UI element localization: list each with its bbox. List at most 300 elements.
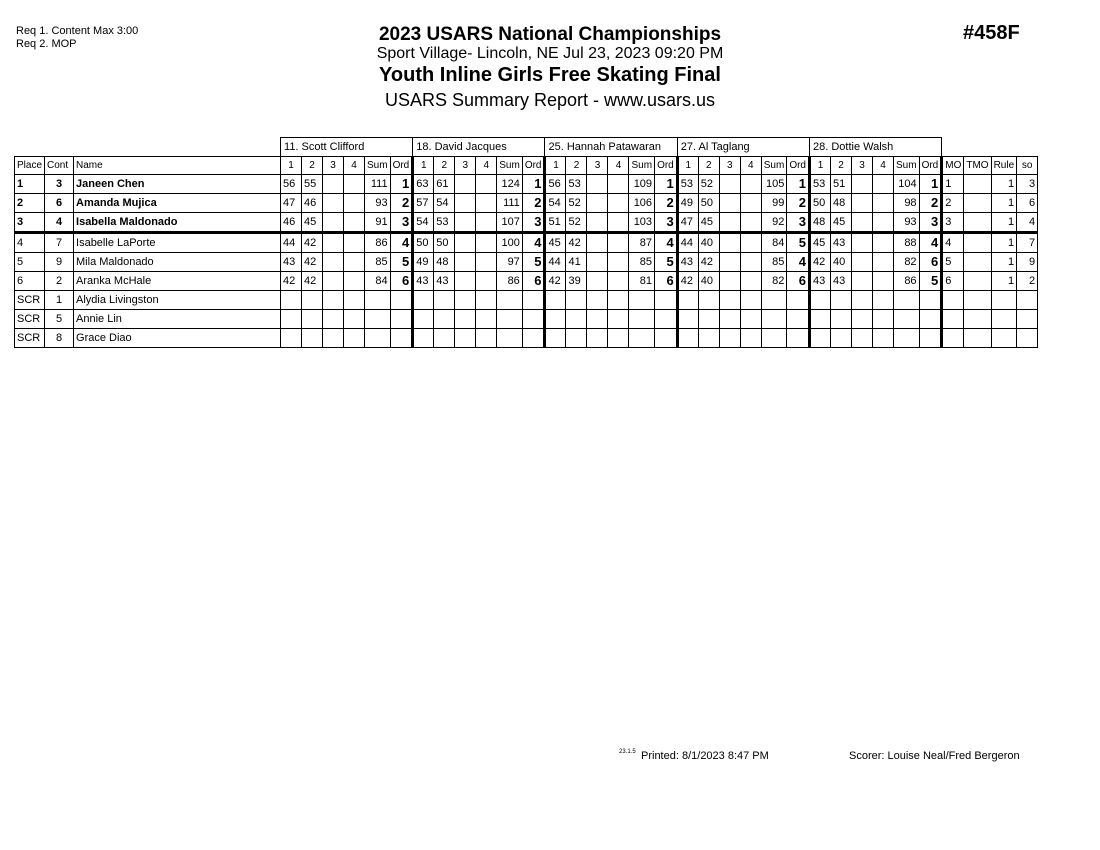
judge-score xyxy=(608,232,629,252)
col-judge-ord: Ord xyxy=(522,156,545,174)
judge-sum: 85 xyxy=(761,252,787,271)
judge-ordinal xyxy=(919,290,942,309)
judge-ordinal: 2 xyxy=(919,193,942,212)
judge-name: 25. Hannah Patawaran xyxy=(545,138,677,157)
judge-score xyxy=(413,290,434,309)
judge-score: 46 xyxy=(302,193,323,212)
col-judge-3: 3 xyxy=(323,156,344,174)
column-header-row xyxy=(15,156,1038,174)
judge-score xyxy=(677,290,698,309)
judge-score xyxy=(587,328,608,347)
place-cell: SCR xyxy=(15,309,45,328)
judge-sum xyxy=(629,290,655,309)
col-judge-2: 2 xyxy=(831,156,852,174)
judge-score: 48 xyxy=(434,252,455,271)
majority-ordinal: 1 xyxy=(942,174,964,193)
judge-score: 45 xyxy=(810,232,831,252)
place-cell: SCR xyxy=(15,290,45,309)
rule-cell xyxy=(991,290,1017,309)
col-judge-3: 3 xyxy=(455,156,476,174)
skater-name: Mila Maldonado xyxy=(74,252,281,271)
judge-score xyxy=(302,290,323,309)
total-majority-ordinal xyxy=(964,212,991,232)
judge-sum: 85 xyxy=(365,252,391,271)
col-judge-ord: Ord xyxy=(390,156,413,174)
judge-ordinal: 3 xyxy=(787,212,810,232)
judge-score xyxy=(719,174,740,193)
judge-score xyxy=(476,212,497,232)
judge-header-row xyxy=(15,138,1038,157)
judge-score xyxy=(323,193,344,212)
judge-score xyxy=(344,174,365,193)
judge-score xyxy=(677,328,698,347)
judge-score xyxy=(873,252,894,271)
judge-score xyxy=(587,290,608,309)
skater-name: Grace Diao xyxy=(74,328,281,347)
table-row xyxy=(15,309,1038,328)
judge-score xyxy=(476,232,497,252)
so-cell: 9 xyxy=(1017,252,1038,271)
printed-timestamp: Printed: 8/1/2023 8:47 PM xyxy=(641,750,769,762)
judge-score: 44 xyxy=(545,252,566,271)
judge-score: 41 xyxy=(566,252,587,271)
judge-score xyxy=(344,232,365,252)
event-number: #458F xyxy=(963,22,1020,44)
judge-ordinal: 5 xyxy=(390,252,413,271)
judge-score xyxy=(810,328,831,347)
col-judge-4: 4 xyxy=(476,156,497,174)
judge-score: 43 xyxy=(810,271,831,290)
col-rule: Rule xyxy=(991,156,1017,174)
table-row xyxy=(15,174,1038,193)
judge-sum: 86 xyxy=(894,271,920,290)
judge-ordinal: 3 xyxy=(655,212,678,232)
place-cell: SCR xyxy=(15,328,45,347)
table-row xyxy=(15,212,1038,232)
judge-score xyxy=(302,328,323,347)
judge-score: 45 xyxy=(302,212,323,232)
results-table xyxy=(14,137,1038,348)
judge-score: 43 xyxy=(434,271,455,290)
judge-sum xyxy=(497,309,523,328)
judge-sum xyxy=(365,290,391,309)
judge-sum: 91 xyxy=(365,212,391,232)
judge-ordinal: 2 xyxy=(522,193,545,212)
table-row xyxy=(15,193,1038,212)
judge-score xyxy=(455,193,476,212)
judge-score: 42 xyxy=(302,271,323,290)
majority-ordinal: 6 xyxy=(942,271,964,290)
so-cell: 2 xyxy=(1017,271,1038,290)
judge-ordinal xyxy=(390,328,413,347)
judge-score xyxy=(566,328,587,347)
judge-score: 53 xyxy=(566,174,587,193)
judge-score xyxy=(413,309,434,328)
rule-cell: 1 xyxy=(991,271,1017,290)
table-row xyxy=(15,271,1038,290)
judge-ordinal: 2 xyxy=(655,193,678,212)
judge-ordinal: 6 xyxy=(919,252,942,271)
judge-ordinal: 1 xyxy=(522,174,545,193)
judge-score xyxy=(344,252,365,271)
contestant-number: 9 xyxy=(45,252,74,271)
contestant-number: 2 xyxy=(45,271,74,290)
judge-score: 42 xyxy=(302,232,323,252)
judge-score: 43 xyxy=(281,252,302,271)
judge-sum: 86 xyxy=(365,232,391,252)
judge-score xyxy=(455,174,476,193)
skater-name: Amanda Mujica xyxy=(74,193,281,212)
judge-score xyxy=(455,212,476,232)
requirement-2: Req 2. MOP xyxy=(16,38,77,50)
judge-ordinal: 1 xyxy=(919,174,942,193)
judge-score: 53 xyxy=(434,212,455,232)
judge-ordinal: 6 xyxy=(787,271,810,290)
judge-sum: 84 xyxy=(365,271,391,290)
championship-title: 2023 USARS National Championships xyxy=(378,24,722,45)
judge-score xyxy=(810,290,831,309)
rule-cell: 1 xyxy=(991,252,1017,271)
judge-sum: 106 xyxy=(629,193,655,212)
place-cell: 3 xyxy=(15,212,45,232)
contestant-number: 6 xyxy=(45,193,74,212)
judge-score xyxy=(476,328,497,347)
place-cell: 6 xyxy=(15,271,45,290)
judge-ordinal xyxy=(522,309,545,328)
total-majority-ordinal xyxy=(964,271,991,290)
judge-score xyxy=(587,309,608,328)
judge-score: 51 xyxy=(831,174,852,193)
judge-score: 50 xyxy=(434,232,455,252)
col-judge-1: 1 xyxy=(810,156,831,174)
judge-score xyxy=(413,328,434,347)
judge-score: 51 xyxy=(545,212,566,232)
col-judge-3: 3 xyxy=(719,156,740,174)
judge-sum: 99 xyxy=(761,193,787,212)
judge-score xyxy=(740,328,761,347)
so-cell: 6 xyxy=(1017,193,1038,212)
place-cell: 1 xyxy=(15,174,45,193)
rule-cell xyxy=(991,328,1017,347)
judge-ordinal: 2 xyxy=(787,193,810,212)
total-majority-ordinal xyxy=(964,174,991,193)
judge-score: 42 xyxy=(281,271,302,290)
judge-score: 52 xyxy=(566,193,587,212)
judge-score xyxy=(719,193,740,212)
judge-score: 56 xyxy=(281,174,302,193)
judge-score xyxy=(455,309,476,328)
judge-score: 49 xyxy=(677,193,698,212)
judge-sum: 92 xyxy=(761,212,787,232)
col-judge-sum: Sum xyxy=(629,156,655,174)
judge-ordinal: 5 xyxy=(919,271,942,290)
judge-ordinal: 3 xyxy=(522,212,545,232)
judge-ordinal: 4 xyxy=(787,252,810,271)
judge-score: 45 xyxy=(698,212,719,232)
judge-ordinal xyxy=(390,309,413,328)
judge-score: 43 xyxy=(831,271,852,290)
judge-score xyxy=(740,309,761,328)
judge-score xyxy=(434,290,455,309)
judge-score xyxy=(323,174,344,193)
judge-sum xyxy=(761,290,787,309)
col-judge-2: 2 xyxy=(302,156,323,174)
judge-score xyxy=(344,328,365,347)
majority-ordinal xyxy=(942,309,964,328)
judge-score: 56 xyxy=(545,174,566,193)
col-judge-ord: Ord xyxy=(655,156,678,174)
judge-sum xyxy=(629,328,655,347)
judge-score xyxy=(608,174,629,193)
judge-score xyxy=(740,252,761,271)
judge-sum: 93 xyxy=(365,193,391,212)
judge-sum: 103 xyxy=(629,212,655,232)
judge-ordinal xyxy=(655,309,678,328)
judge-ordinal: 3 xyxy=(390,212,413,232)
rule-cell: 1 xyxy=(991,232,1017,252)
judge-score: 43 xyxy=(677,252,698,271)
judge-score xyxy=(608,252,629,271)
judge-name: 11. Scott Clifford xyxy=(281,138,413,157)
judge-score: 52 xyxy=(566,212,587,232)
judge-score xyxy=(455,328,476,347)
judge-score xyxy=(455,252,476,271)
judge-score: 50 xyxy=(413,232,434,252)
judge-score xyxy=(831,309,852,328)
total-majority-ordinal xyxy=(964,252,991,271)
software-version: 23.1.5 xyxy=(619,749,636,755)
judge-score xyxy=(455,271,476,290)
judge-sum xyxy=(894,328,920,347)
event-title: Youth Inline Girls Free Skating Final xyxy=(379,64,721,86)
judge-score xyxy=(852,290,873,309)
judge-score xyxy=(719,232,740,252)
judge-score: 42 xyxy=(698,252,719,271)
judge-sum: 98 xyxy=(894,193,920,212)
judge-score: 39 xyxy=(566,271,587,290)
judge-sum: 85 xyxy=(629,252,655,271)
judge-score xyxy=(323,232,344,252)
judge-sum: 87 xyxy=(629,232,655,252)
judge-score: 48 xyxy=(810,212,831,232)
judge-score xyxy=(323,290,344,309)
judge-sum: 82 xyxy=(894,252,920,271)
judge-sum: 82 xyxy=(761,271,787,290)
judge-score xyxy=(566,309,587,328)
judge-ordinal: 4 xyxy=(390,232,413,252)
judge-ordinal: 6 xyxy=(522,271,545,290)
contestant-number: 4 xyxy=(45,212,74,232)
judge-score xyxy=(476,174,497,193)
judge-score: 54 xyxy=(434,193,455,212)
judge-sum: 104 xyxy=(894,174,920,193)
judge-sum: 88 xyxy=(894,232,920,252)
judge-ordinal: 3 xyxy=(919,212,942,232)
judge-score xyxy=(281,309,302,328)
skater-name: Isabella Maldonado xyxy=(74,212,281,232)
judge-score xyxy=(344,193,365,212)
judge-score xyxy=(740,212,761,232)
judge-score xyxy=(677,309,698,328)
judge-score: 44 xyxy=(677,232,698,252)
place-cell: 2 xyxy=(15,193,45,212)
judge-ordinal xyxy=(522,290,545,309)
judge-score xyxy=(455,290,476,309)
majority-ordinal: 2 xyxy=(942,193,964,212)
judge-score xyxy=(344,212,365,232)
judge-ordinal: 6 xyxy=(390,271,413,290)
col-so: so xyxy=(1017,156,1038,174)
judge-sum xyxy=(894,309,920,328)
judge-sum: 97 xyxy=(497,252,523,271)
judge-score: 44 xyxy=(281,232,302,252)
judge-score: 45 xyxy=(831,212,852,232)
judge-ordinal: 1 xyxy=(655,174,678,193)
skater-name: Annie Lin xyxy=(74,309,281,328)
judge-sum: 111 xyxy=(365,174,391,193)
judge-score xyxy=(608,328,629,347)
total-majority-ordinal xyxy=(964,328,991,347)
judge-sum: 100 xyxy=(497,232,523,252)
contestant-number: 7 xyxy=(45,232,74,252)
judge-ordinal xyxy=(787,290,810,309)
judge-name: 27. Al Taglang xyxy=(677,138,809,157)
judge-score xyxy=(740,193,761,212)
judge-ordinal: 1 xyxy=(390,174,413,193)
col-judge-sum: Sum xyxy=(497,156,523,174)
judge-score xyxy=(698,328,719,347)
judge-score xyxy=(852,174,873,193)
judge-score xyxy=(719,212,740,232)
judge-score xyxy=(852,252,873,271)
judge-score: 48 xyxy=(831,193,852,212)
judge-sum: 105 xyxy=(761,174,787,193)
col-judge-4: 4 xyxy=(608,156,629,174)
col-mo: MO xyxy=(942,156,964,174)
majority-ordinal: 4 xyxy=(942,232,964,252)
judge-score: 54 xyxy=(413,212,434,232)
contestant-number: 1 xyxy=(45,290,74,309)
judge-ordinal xyxy=(655,328,678,347)
judge-ordinal: 4 xyxy=(919,232,942,252)
col-judge-2: 2 xyxy=(434,156,455,174)
judge-sum xyxy=(761,328,787,347)
judge-score xyxy=(608,290,629,309)
judge-ordinal xyxy=(522,328,545,347)
judge-score xyxy=(281,328,302,347)
total-majority-ordinal xyxy=(964,309,991,328)
judge-score xyxy=(740,271,761,290)
judge-score xyxy=(587,271,608,290)
judge-score xyxy=(873,290,894,309)
judge-score xyxy=(852,193,873,212)
judge-sum xyxy=(365,328,391,347)
judge-header-spacer xyxy=(15,138,281,157)
judge-score xyxy=(852,271,873,290)
judge-sum xyxy=(497,328,523,347)
judge-score xyxy=(810,309,831,328)
total-majority-ordinal xyxy=(964,232,991,252)
judge-score xyxy=(545,290,566,309)
judge-score xyxy=(323,328,344,347)
requirement-1: Req 1. Content Max 3:00 xyxy=(16,25,139,37)
judge-score xyxy=(344,309,365,328)
judge-sum xyxy=(497,290,523,309)
judge-score: 40 xyxy=(698,271,719,290)
majority-ordinal: 3 xyxy=(942,212,964,232)
majority-ordinal xyxy=(942,290,964,309)
judge-sum: 86 xyxy=(497,271,523,290)
judge-score xyxy=(852,328,873,347)
judge-score: 46 xyxy=(281,212,302,232)
judge-score: 63 xyxy=(413,174,434,193)
judge-score xyxy=(323,212,344,232)
col-judge-sum: Sum xyxy=(761,156,787,174)
so-cell: 4 xyxy=(1017,212,1038,232)
rule-cell: 1 xyxy=(991,193,1017,212)
rule-cell: 1 xyxy=(991,212,1017,232)
judge-score xyxy=(587,252,608,271)
judge-sum: 93 xyxy=(894,212,920,232)
judge-score xyxy=(302,309,323,328)
judge-score xyxy=(873,271,894,290)
judge-score: 42 xyxy=(677,271,698,290)
judge-score xyxy=(434,328,455,347)
judge-score xyxy=(476,290,497,309)
judge-ordinal: 2 xyxy=(390,193,413,212)
col-judge-ord: Ord xyxy=(787,156,810,174)
judge-score xyxy=(587,212,608,232)
judge-score: 54 xyxy=(545,193,566,212)
judge-score xyxy=(698,290,719,309)
judge-header-spacer xyxy=(942,138,1038,157)
col-judge-3: 3 xyxy=(587,156,608,174)
col-place: Place xyxy=(15,156,45,174)
venue-date: Sport Village- Lincoln, NE Jul 23, 2023 09:20 PM xyxy=(376,45,724,62)
col-judge-sum: Sum xyxy=(894,156,920,174)
col-judge-3: 3 xyxy=(852,156,873,174)
judge-score: 42 xyxy=(302,252,323,271)
judge-score xyxy=(740,232,761,252)
judge-score: 42 xyxy=(810,252,831,271)
judge-score xyxy=(831,290,852,309)
judge-score: 53 xyxy=(810,174,831,193)
judge-ordinal: 5 xyxy=(522,252,545,271)
judge-ordinal: 4 xyxy=(522,232,545,252)
judge-score xyxy=(852,212,873,232)
judge-ordinal xyxy=(919,328,942,347)
judge-sum: 124 xyxy=(497,174,523,193)
judge-score xyxy=(476,193,497,212)
col-judge-2: 2 xyxy=(698,156,719,174)
so-cell: 7 xyxy=(1017,232,1038,252)
place-cell: 5 xyxy=(15,252,45,271)
judge-sum: 111 xyxy=(497,193,523,212)
judge-ordinal xyxy=(390,290,413,309)
judge-score: 43 xyxy=(413,271,434,290)
judge-sum: 84 xyxy=(761,232,787,252)
judge-score xyxy=(476,252,497,271)
rule-cell: 1 xyxy=(991,174,1017,193)
judge-score xyxy=(587,193,608,212)
total-majority-ordinal xyxy=(964,193,991,212)
judge-score xyxy=(323,271,344,290)
col-judge-4: 4 xyxy=(873,156,894,174)
majority-ordinal xyxy=(942,328,964,347)
judge-sum xyxy=(629,309,655,328)
judge-score xyxy=(873,193,894,212)
judge-score: 40 xyxy=(831,252,852,271)
